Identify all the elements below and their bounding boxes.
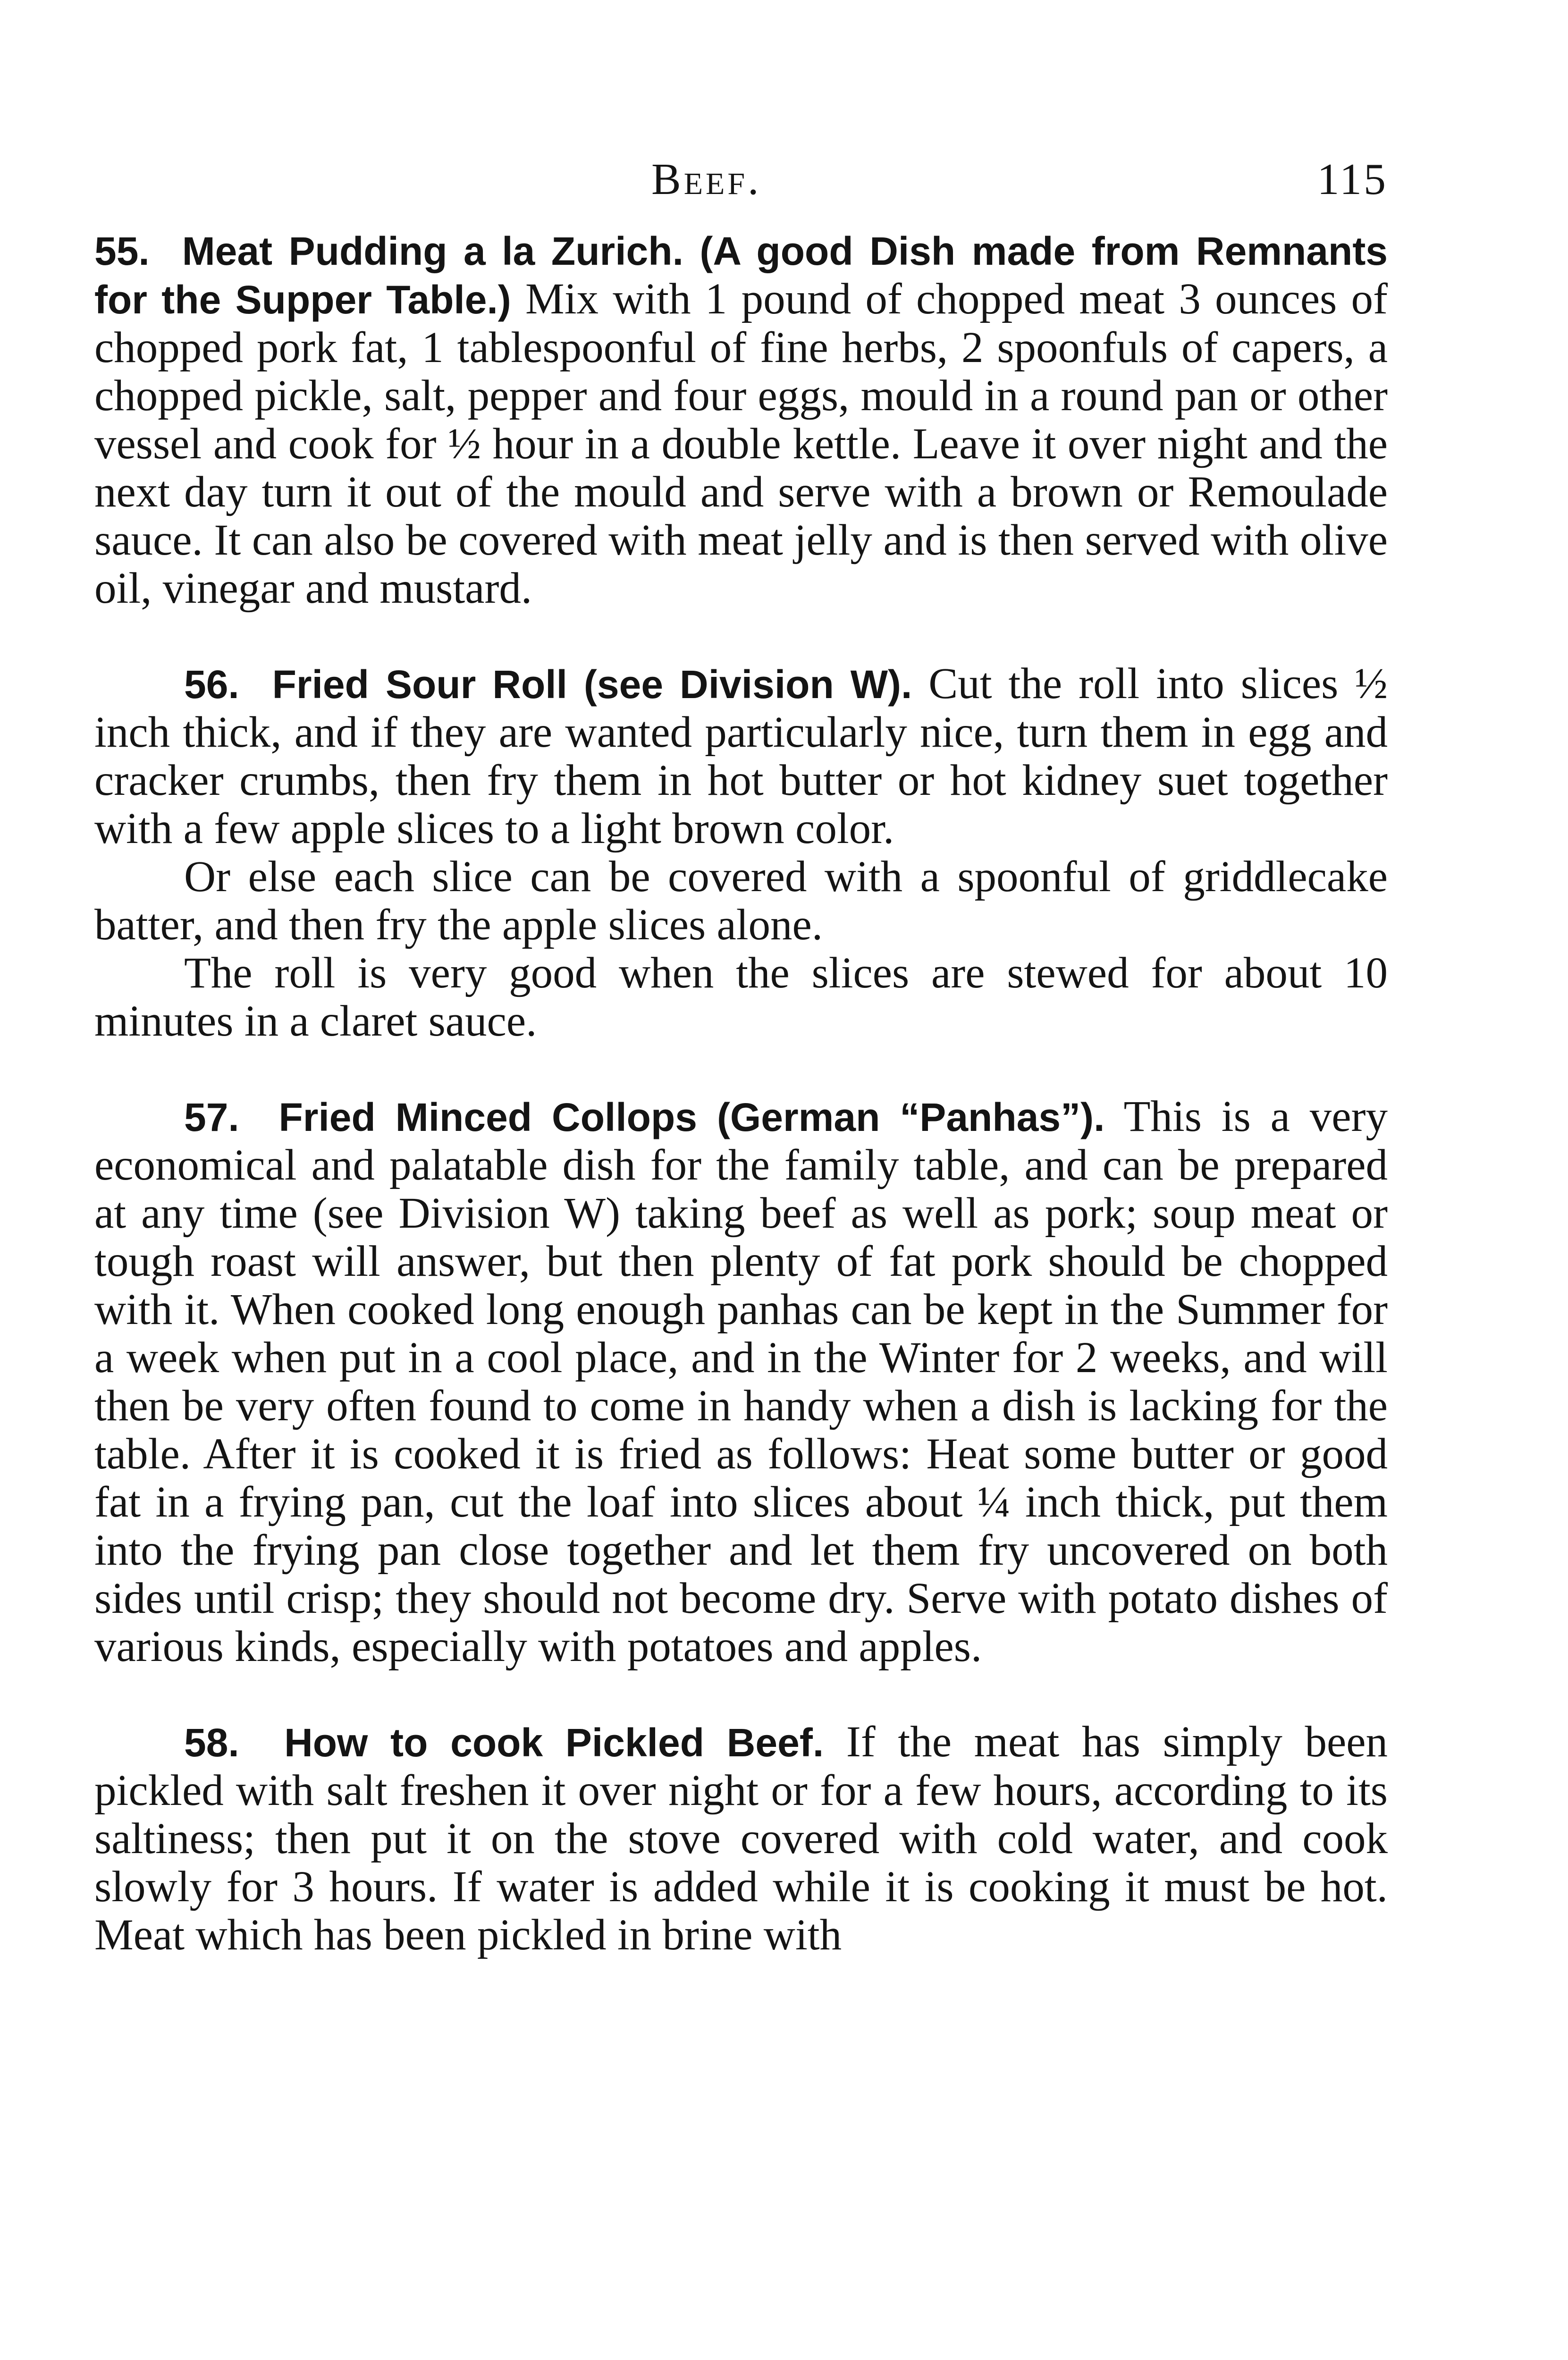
recipe-55	[94, 227, 1388, 613]
recipe-title: Fried Minced Collops (German “Panhas”).	[278, 1095, 1105, 1139]
recipe-number: 57.	[184, 1095, 239, 1139]
running-title: Beef.	[651, 155, 762, 204]
recipe-paragraph	[94, 660, 1388, 853]
recipe-56	[94, 660, 1388, 1045]
recipe-number: 56.	[184, 662, 239, 707]
book-page	[94, 132, 1388, 2006]
recipe-subtitle: (A good Dish made from Remnants for the Supper Table.)	[94, 229, 1388, 322]
recipe-title: Meat Pudding a la Zurich.	[182, 229, 683, 273]
recipe-number: 55.	[94, 229, 150, 273]
recipe-paragraph	[94, 227, 1388, 613]
recipe-text: Cut the roll into slices ½ inch thick, and if they are wanted particularly nice, turn them in egg and cracker crumbs, then fry them in hot butter or hot kidney suet together with a few apple slices to a light brown color.	[94, 659, 1388, 853]
recipe-title: How to cook Pickled Beef.	[284, 1720, 824, 1765]
recipe-title: Fried Sour Roll (see Division W).	[272, 662, 912, 707]
recipe-58	[94, 1718, 1388, 1959]
recipe-text: This is a very economical and palatable dish for the family table, and can be prepared at any time (see Division W) taking beef as well as pork; soup meat or tough roast will answer, but then plenty of fat pork should be chopped with it. When cooked long enough panhas can be kept in the Summer for a week when put in a cool place, and in the Winter for 2 weeks, and will then be very often found to come in handy when a dish is lacking for the table. After it is cooked it is fried as follows: Heat some butter or good fat in a frying pan, cut the loaf into slices about ¼ inch thick, put them into the frying pan close together and let them fry uncovered on both sides until crisp; they should not become dry. Serve with potato dishes of various kinds, especially with potatoes and apples.	[94, 1092, 1388, 1671]
recipe-paragraph	[94, 1718, 1388, 1959]
recipe-number: 58.	[184, 1720, 239, 1765]
recipe-paragraph: Or else each slice can be covered with a spoonful of griddlecake batter, and then fry the apple slices alone.	[94, 852, 1388, 949]
recipe-text: If the meat has simply been pickled with salt freshen it over night or for a few hours, according to its saltiness; then put it on the stove covered with cold water, and cook slowly for 3 hours. If water is added while it is cooking it must be hot. Meat which has been pickled in brine with	[94, 1718, 1388, 1959]
recipe-paragraph	[94, 1093, 1388, 1671]
page-number: 115	[1317, 155, 1388, 204]
running-head	[94, 132, 1388, 227]
recipe-paragraph: The roll is very good when the slices are stewed for about 10 minutes in a claret sauce.	[94, 949, 1388, 1045]
recipe-text: Mix with 1 pound of chopped meat 3 ounces of chopped pork fat, 1 tablespoonful of fine herbs, 2 spoonfuls of capers, a chopped pickle, salt, pepper and four eggs, mould in a round pan or other vessel and cook for ½ hour in a double kettle. Leave it over night and the next day turn it out of the mould and serve with a brown or Remoulade sauce. It can also be covered with meat jelly and is then served with olive oil, vinegar and mustard.	[94, 275, 1388, 613]
recipe-57	[94, 1093, 1388, 1671]
